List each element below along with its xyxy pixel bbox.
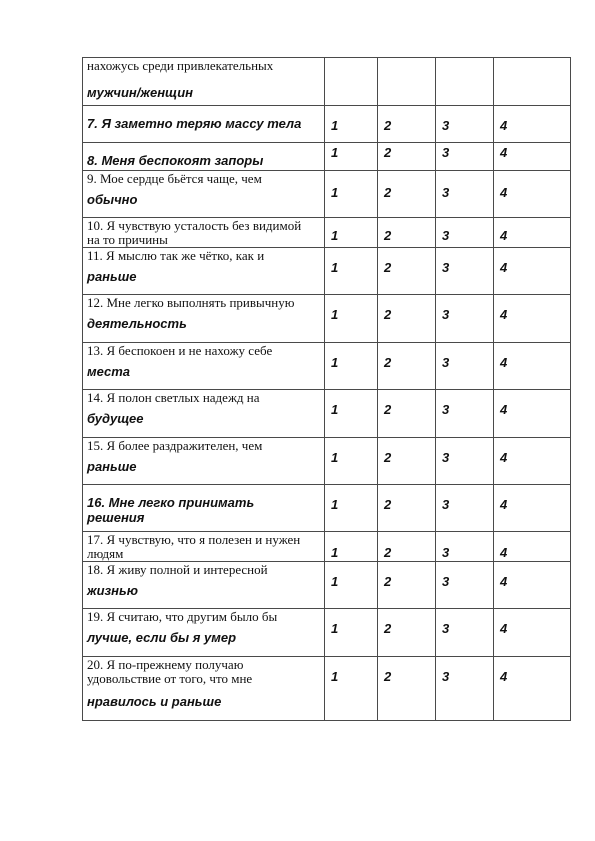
answer-option-value: 2 (384, 307, 392, 322)
answer-option-cell[interactable] (494, 106, 571, 143)
answer-option-value: 3 (442, 260, 450, 275)
answer-option-cell[interactable] (436, 390, 494, 438)
answer-option-cell[interactable] (325, 532, 378, 562)
table-row (83, 485, 571, 532)
question-cell (83, 609, 325, 657)
answer-option-cell[interactable] (325, 562, 378, 609)
question-emphasis: мужчин/женщин (87, 85, 193, 100)
answer-option-value: 2 (384, 497, 392, 512)
answer-option-cell[interactable] (378, 485, 436, 532)
answer-option-cell[interactable] (494, 143, 571, 171)
answer-option-cell[interactable] (494, 485, 571, 532)
question-emphasis: деятельность (87, 316, 187, 331)
answer-option-value: 3 (442, 307, 450, 322)
question-text: 12. Мне легко выполнять привычную (87, 295, 295, 310)
answer-option-cell[interactable] (325, 485, 378, 532)
answer-option-cell[interactable] (378, 562, 436, 609)
answer-option-value: 4 (500, 402, 508, 417)
question-text: 18. Я живу полной и интересной (87, 562, 268, 577)
answer-option-cell[interactable] (378, 390, 436, 438)
answer-option-cell[interactable] (436, 248, 494, 295)
answer-option-value: 3 (442, 402, 450, 417)
answer-option-cell[interactable] (494, 657, 571, 721)
question-cell (83, 438, 325, 485)
table-row (83, 532, 571, 562)
answer-option-value: 4 (500, 185, 508, 200)
answer-option-value: 4 (500, 118, 508, 133)
answer-option-cell[interactable] (436, 171, 494, 218)
answer-option-value: 2 (384, 574, 392, 589)
answer-option-cell[interactable] (494, 343, 571, 390)
table-row (83, 218, 571, 248)
question-cell (83, 485, 325, 532)
answer-option-value: 1 (331, 260, 339, 275)
answer-option-cell[interactable] (325, 58, 378, 106)
answer-option-value: 2 (384, 545, 392, 560)
answer-option-value: 3 (442, 669, 450, 684)
answer-option-value: 1 (331, 145, 339, 160)
answer-option-value: 3 (442, 497, 450, 512)
question-cell (83, 295, 325, 343)
answer-option-value: 4 (500, 145, 508, 160)
answer-option-value: 4 (500, 669, 508, 684)
question-text: 17. Я чувствую, что я полезен и нужен (87, 532, 301, 547)
question-text: 7. Я заметно теряю массу тела (87, 116, 302, 131)
question-cell (83, 657, 325, 721)
answer-option-cell[interactable] (378, 438, 436, 485)
answer-option-value: 2 (384, 260, 392, 275)
answer-option-value: 1 (331, 669, 339, 684)
answer-option-cell[interactable] (436, 562, 494, 609)
question-text-continued: на то причины (87, 232, 168, 247)
answer-option-value: 4 (500, 228, 508, 243)
questionnaire-table (82, 57, 571, 721)
table-row (83, 609, 571, 657)
table-row (83, 438, 571, 485)
answer-option-value: 2 (384, 228, 392, 243)
answer-option-cell[interactable] (325, 248, 378, 295)
question-text: 9. Мое сердце бьётся чаще, чем (87, 171, 262, 186)
answer-option-cell[interactable] (378, 609, 436, 657)
table-row (83, 390, 571, 438)
answer-option-value: 3 (442, 185, 450, 200)
table-row (83, 248, 571, 295)
answer-option-cell[interactable] (378, 295, 436, 343)
table-row (83, 343, 571, 390)
question-text-continued: людям (87, 546, 124, 561)
question-text: 19. Я считаю, что другим было бы (87, 609, 278, 624)
answer-option-cell[interactable] (494, 390, 571, 438)
questionnaire-body (83, 58, 571, 721)
question-text: 14. Я полон светлых надежд на (87, 390, 260, 405)
answer-option-value: 4 (500, 307, 508, 322)
answer-option-cell[interactable] (378, 532, 436, 562)
table-row (83, 657, 571, 721)
answer-option-cell[interactable] (378, 58, 436, 106)
question-cell (83, 562, 325, 609)
answer-option-value: 1 (331, 574, 339, 589)
answer-option-cell[interactable] (436, 143, 494, 171)
answer-option-cell[interactable] (436, 657, 494, 721)
answer-option-cell[interactable] (436, 438, 494, 485)
answer-option-value: 1 (331, 621, 339, 636)
answer-option-cell[interactable] (436, 106, 494, 143)
answer-option-value: 1 (331, 228, 339, 243)
table-row (83, 143, 571, 171)
answer-option-cell[interactable] (436, 532, 494, 562)
answer-option-cell[interactable] (494, 218, 571, 248)
answer-option-value: 3 (442, 574, 450, 589)
answer-option-cell[interactable] (436, 295, 494, 343)
question-emphasis: обычно (87, 192, 138, 207)
question-cell (83, 106, 325, 143)
answer-option-value: 1 (331, 118, 339, 133)
question-emphasis: раньше (87, 459, 137, 474)
answer-option-cell[interactable] (325, 657, 378, 721)
question-cell (83, 532, 325, 562)
answer-option-value: 3 (442, 621, 450, 636)
answer-option-cell[interactable] (325, 343, 378, 390)
question-text: 15. Я более раздражителен, чем (87, 438, 263, 453)
question-cell (83, 248, 325, 295)
table-row (83, 295, 571, 343)
answer-option-cell[interactable] (494, 532, 571, 562)
table-row (83, 171, 571, 218)
table-row (83, 58, 571, 106)
answer-option-value: 1 (331, 307, 339, 322)
answer-option-cell[interactable] (378, 218, 436, 248)
question-emphasis: места (87, 364, 131, 379)
answer-option-cell[interactable] (494, 295, 571, 343)
question-text: 11. Я мыслю так же чётко, как и (87, 248, 265, 263)
answer-option-cell[interactable] (436, 343, 494, 390)
answer-option-value: 1 (331, 355, 339, 370)
question-text: нахожусь среди привлекательных (87, 58, 274, 73)
answer-option-value: 2 (384, 450, 392, 465)
answer-option-cell[interactable] (494, 562, 571, 609)
question-cell (83, 390, 325, 438)
answer-option-cell[interactable] (378, 343, 436, 390)
table-row (83, 106, 571, 143)
question-emphasis: раньше (87, 269, 137, 284)
answer-option-cell[interactable] (325, 171, 378, 218)
answer-option-value: 2 (384, 669, 392, 684)
answer-option-value: 2 (384, 402, 392, 417)
answer-option-cell[interactable] (436, 58, 494, 106)
question-text-continued: решения (87, 510, 145, 525)
answer-option-cell[interactable] (494, 171, 571, 218)
answer-option-cell[interactable] (325, 106, 378, 143)
question-emphasis: жизнью (87, 583, 138, 598)
table-row (83, 562, 571, 609)
question-emphasis: лучше, если бы я умер (87, 630, 237, 645)
answer-option-value: 3 (442, 118, 450, 133)
question-cell (83, 218, 325, 248)
answer-option-value: 2 (384, 621, 392, 636)
answer-option-cell[interactable] (494, 438, 571, 485)
answer-option-value: 1 (331, 497, 339, 512)
answer-option-value: 2 (384, 185, 392, 200)
answer-option-cell[interactable] (436, 609, 494, 657)
question-cell (83, 58, 325, 106)
answer-option-value: 3 (442, 228, 450, 243)
answer-option-value: 4 (500, 497, 508, 512)
question-emphasis: будущее (87, 411, 144, 426)
answer-option-cell[interactable] (494, 248, 571, 295)
answer-option-cell[interactable] (378, 248, 436, 295)
answer-option-value: 1 (331, 402, 339, 417)
question-text: 16. Мне легко принимать (87, 495, 255, 510)
answer-option-value: 4 (500, 621, 508, 636)
question-text: 13. Я беспокоен и не нахожу себе (87, 343, 273, 358)
questionnaire-sheet (82, 57, 570, 721)
answer-option-cell[interactable] (325, 218, 378, 248)
answer-option-cell[interactable] (436, 218, 494, 248)
answer-option-value: 4 (500, 260, 508, 275)
answer-option-value: 1 (331, 185, 339, 200)
answer-option-cell[interactable] (325, 143, 378, 171)
answer-option-cell[interactable] (378, 171, 436, 218)
question-text: 8. Меня беспокоят запоры (87, 153, 264, 168)
answer-option-cell[interactable] (325, 609, 378, 657)
question-text: 20. Я по-прежнему получаю (87, 657, 244, 672)
question-cell (83, 343, 325, 390)
answer-option-value: 2 (384, 118, 392, 133)
answer-option-cell[interactable] (325, 390, 378, 438)
question-cell (83, 143, 325, 171)
question-text-continued: удовольствие от того, что мне (87, 671, 253, 686)
answer-option-value: 2 (384, 145, 392, 160)
answer-option-cell[interactable] (378, 143, 436, 171)
question-cell (83, 171, 325, 218)
answer-option-cell[interactable] (378, 657, 436, 721)
answer-option-value: 3 (442, 145, 450, 160)
answer-option-cell[interactable] (436, 485, 494, 532)
answer-option-value: 4 (500, 355, 508, 370)
answer-option-value: 1 (331, 545, 339, 560)
answer-option-value: 3 (442, 450, 450, 465)
answer-option-cell[interactable] (325, 295, 378, 343)
answer-option-cell[interactable] (494, 609, 571, 657)
answer-option-value: 2 (384, 355, 392, 370)
answer-option-value: 4 (500, 450, 508, 465)
question-text: 10. Я чувствую усталость без видимой (87, 218, 302, 233)
answer-option-value: 3 (442, 545, 450, 560)
answer-option-cell[interactable] (494, 58, 571, 106)
answer-option-value: 3 (442, 355, 450, 370)
question-emphasis: нравилось и раньше (87, 694, 222, 709)
answer-option-value: 1 (331, 450, 339, 465)
answer-option-value: 4 (500, 545, 508, 560)
answer-option-cell[interactable] (378, 106, 436, 143)
answer-option-cell[interactable] (325, 438, 378, 485)
answer-option-value: 4 (500, 574, 508, 589)
